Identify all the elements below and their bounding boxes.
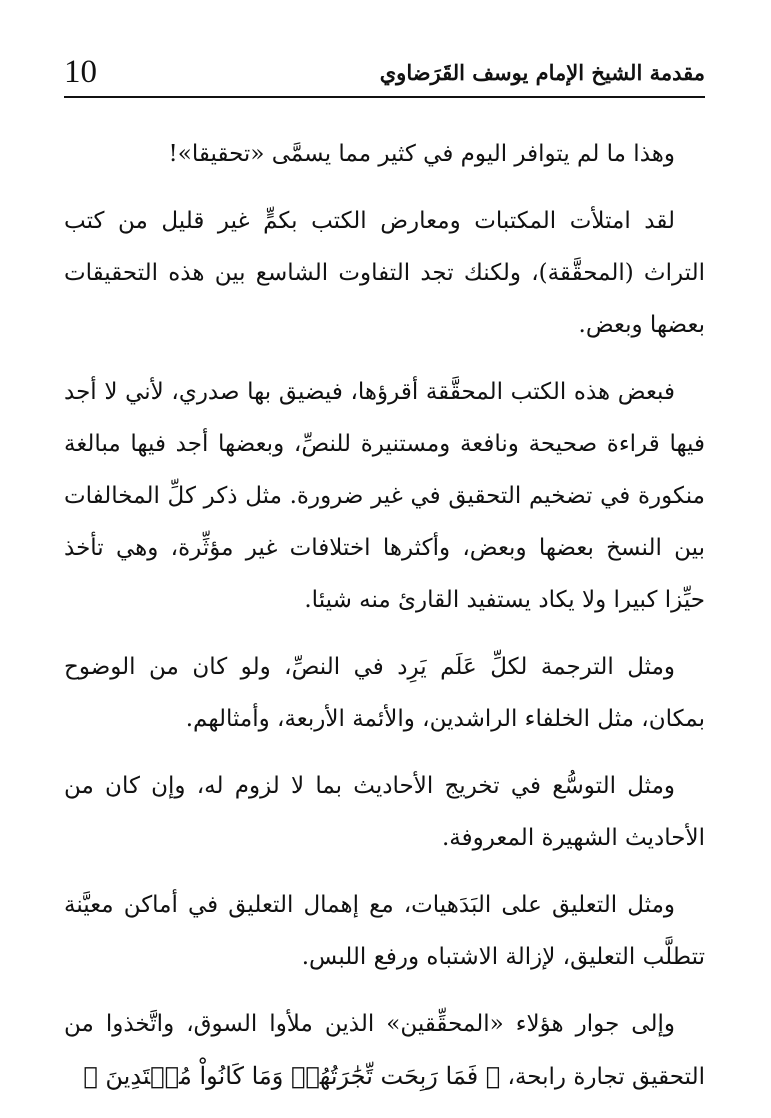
- book-page: [64, 0, 705, 1104]
- running-title: مقدمة الشيخ الإمام يوسف القَرَضاوي: [379, 60, 705, 85]
- page-number: 10: [64, 54, 97, 90]
- paragraph-text: وإلى جوار هؤلاء «المحقِّقين» الذين ملأوا السوق، واتَّخذوا من التحقيق تجارة رابحة،: [64, 1011, 705, 1090]
- paragraph: ومثل التعليق على البَدَهيات، مع إهمال التعليق في أماكن معيَّنة تتطلَّب التعليق، لإزالة الاشتباه ورفع اللبس.: [64, 892, 705, 970]
- paragraph: ومثل الترجمة لكلِّ عَلَم يَرِد في النصِّ، ولو كان من الوضوح بمكان، مثل الخلفاء الراشدين، والأئمة الأربعة، وأمثالهم.: [64, 654, 705, 732]
- paragraph: وهذا ما لم يتوافر اليوم في كثير مما يسمَّى «تحقيقا»!: [168, 141, 675, 167]
- page-header: [64, 52, 705, 98]
- paragraph: لقد امتلأت المكتبات ومعارض الكتب بكمٍّ غير قليل من كتب التراث (المحقَّقة)، ولكنك تجد التفاوت الشاسع بين هذه التحقيقات بعضها وبعض.: [64, 208, 705, 338]
- paragraph: ومثل التوسُّع في تخريج الأحاديث بما لا لزوم له، وإن كان من الأحاديث الشهيرة المعروفة.: [64, 773, 705, 851]
- paragraph-with-verse: [64, 998, 705, 1103]
- body-text: [64, 128, 705, 1118]
- quran-verse: ﴿ فَمَا رَبِحَت تِّجَٰرَتُهُمۡ وَمَا كَانُواْ مُهۡتَدِينَ ﴾: [83, 1062, 501, 1090]
- paragraph: فبعض هذه الكتب المحقَّقة أقرؤها، فيضيق بها صدري، لأني لا أجد فيها قراءة صحيحة ونافعة ومستنيرة للنصِّ، وبعضها أجد فيها مبالغة منكورة في تضخيم التحقيق في غير ضرورة. مثل ذكر كلِّ المخالفات بين النسخ بعضها وبعض، وأكثرها اختلافات غير مؤثِّرة، وهي تأخذ حيِّزا كبيرا ولا يكاد يستفيد القارئ منه شيئا.: [64, 379, 705, 613]
